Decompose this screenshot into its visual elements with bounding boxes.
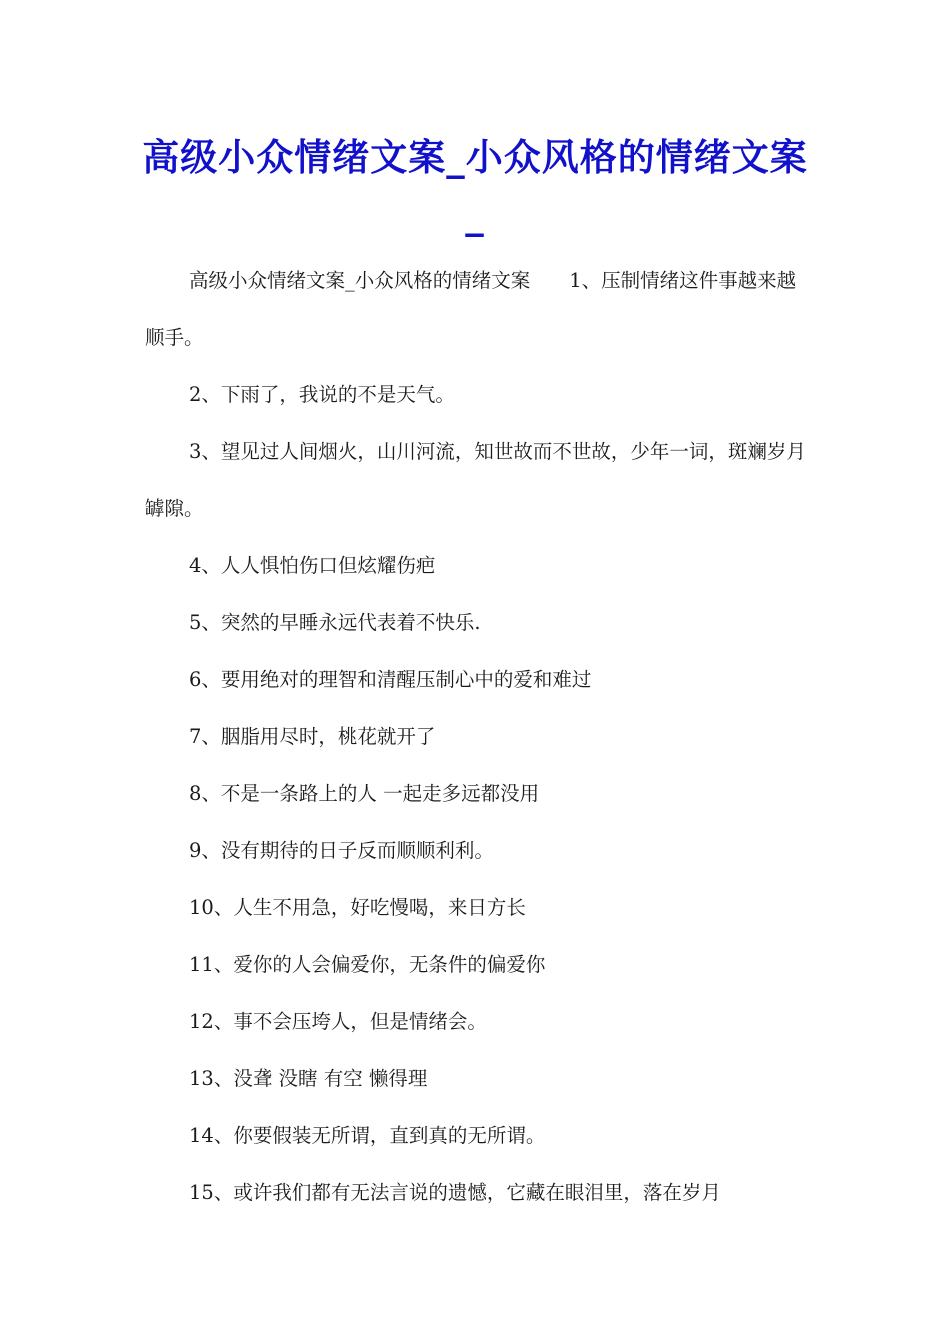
document-body: [145, 252, 807, 1221]
paragraph: 5、突然的早睡永远代表着不快乐.: [189, 611, 481, 634]
paragraph: 12、事不会压垮人，但是情绪会。: [189, 1010, 487, 1033]
paragraph: 10、人生不用急，好吃慢喝，来日方长: [189, 896, 526, 919]
paragraph: 13、没聋 没瞎 有空 懒得理: [189, 1067, 428, 1090]
paragraph: 2、下雨了，我说的不是天气。: [189, 383, 455, 406]
paragraph: 4、人人惧怕伤口但炫耀伤疤: [189, 554, 436, 577]
paragraph: 8、不是一条路上的人 一起走多远都没用: [189, 782, 540, 805]
paragraph: 11、爱你的人会偏爱你，无条件的偏爱你: [189, 953, 546, 976]
paragraph: 高级小众情绪文案_小众风格的情绪文案 1、压制情绪这件事越来越顺手。: [145, 269, 797, 349]
paragraph: 3、望见过人间烟火，山川河流，知世故而不世故，少年一词，斑斓岁月罅隙。: [145, 440, 806, 520]
paragraph: 15、或许我们都有无法言说的遗憾，它藏在眼泪里，落在岁月: [189, 1181, 721, 1204]
paragraph: 7、胭脂用尽时，桃花就开了: [189, 725, 436, 748]
paragraph: 6、要用绝对的理智和清醒压制心中的爱和难过: [189, 668, 592, 691]
document-title: 高级小众情绪文案_小众风格的情绪文案_: [142, 135, 808, 237]
paragraph: 9、没有期待的日子反而顺顺利利。: [189, 839, 494, 862]
paragraph: 14、你要假装无所谓，直到真的无所谓。: [189, 1124, 546, 1147]
